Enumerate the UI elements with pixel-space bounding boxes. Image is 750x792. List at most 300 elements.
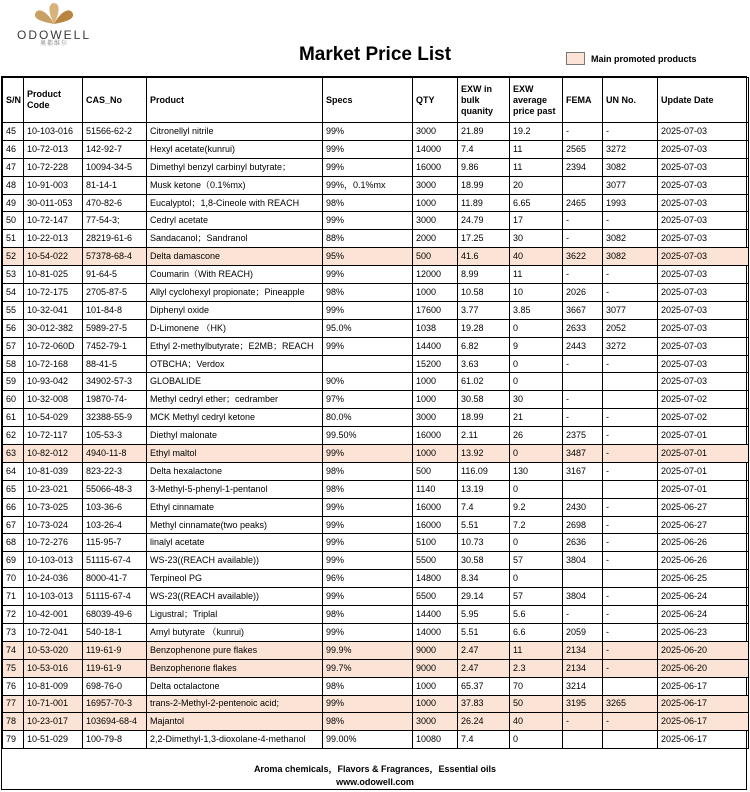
- cell-sn: 73: [3, 623, 24, 641]
- table-body: [3, 123, 749, 749]
- cell-exw_avg: 40: [510, 713, 563, 731]
- cell-exw_bulk: 116.09: [458, 462, 510, 480]
- cell-specs: 98%: [323, 194, 413, 212]
- cell-qty: 10080: [413, 731, 458, 749]
- cell-exw_avg: 5.6: [510, 606, 563, 624]
- table-row: [3, 695, 749, 713]
- cell-qty: 16000: [413, 427, 458, 445]
- logo-brand: ODOWELL: [16, 28, 91, 42]
- cell-date: 2025-07-03: [658, 266, 749, 284]
- cell-cas: 540-18-1: [83, 623, 147, 641]
- table-row: [3, 552, 749, 570]
- cell-cas: 7452-79-1: [83, 337, 147, 355]
- cell-specs: 99%: [323, 445, 413, 463]
- cell-exw_avg: 0: [510, 731, 563, 749]
- cell-date: 2025-06-17: [658, 713, 749, 731]
- cell-fema: [563, 480, 603, 498]
- cell-specs: 99%: [323, 301, 413, 319]
- cell-date: 2025-07-03: [658, 301, 749, 319]
- cell-specs: 98%: [323, 677, 413, 695]
- cell-specs: 98%: [323, 713, 413, 731]
- cell-product: Coumarin（With REACH): [147, 266, 323, 284]
- cell-exw_avg: 17: [510, 212, 563, 230]
- cell-fema: 2026: [563, 284, 603, 302]
- cell-specs: 80.0%: [323, 409, 413, 427]
- cell-code: 10-72-168: [24, 355, 83, 373]
- cell-product: OTBCHA；Verdox: [147, 355, 323, 373]
- cell-sn: 54: [3, 284, 24, 302]
- cell-code: 10-103-016: [24, 123, 83, 141]
- cell-sn: 67: [3, 516, 24, 534]
- cell-fema: 3804: [563, 552, 603, 570]
- table-row: [3, 391, 749, 409]
- cell-code: 10-72-041: [24, 623, 83, 641]
- cell-fema: 2565: [563, 140, 603, 158]
- cell-sn: 70: [3, 570, 24, 588]
- cell-un: -: [603, 659, 658, 677]
- cell-exw_avg: 0: [510, 445, 563, 463]
- cell-sn: 72: [3, 606, 24, 624]
- cell-specs: 99%: [323, 212, 413, 230]
- cell-exw_avg: 21: [510, 409, 563, 427]
- cell-code: 10-81-025: [24, 266, 83, 284]
- cell-qty: 1000: [413, 695, 458, 713]
- cell-cas: 119-61-9: [83, 641, 147, 659]
- cell-date: 2025-06-25: [658, 570, 749, 588]
- column-header: FEMA: [563, 78, 603, 123]
- cell-code: 10-54-022: [24, 248, 83, 266]
- cell-exw_avg: 20: [510, 176, 563, 194]
- cell-sn: 68: [3, 534, 24, 552]
- cell-sn: 48: [3, 176, 24, 194]
- cell-sn: 74: [3, 641, 24, 659]
- cell-date: 2025-07-03: [658, 248, 749, 266]
- cell-exw_bulk: 41.6: [458, 248, 510, 266]
- cell-exw_bulk: 5.51: [458, 623, 510, 641]
- cell-sn: 60: [3, 391, 24, 409]
- table-row: [3, 570, 749, 588]
- cell-qty: 14000: [413, 623, 458, 641]
- cell-specs: 99%: [323, 552, 413, 570]
- column-header: EXW average price past: [510, 78, 563, 123]
- table-row: [3, 212, 749, 230]
- cell-un: -: [603, 212, 658, 230]
- cell-code: 10-24-036: [24, 570, 83, 588]
- table-row: [3, 176, 749, 194]
- cell-code: 10-42-001: [24, 606, 83, 624]
- cell-qty: 1140: [413, 480, 458, 498]
- column-header: QTY: [413, 78, 458, 123]
- cell-date: 2025-07-03: [658, 176, 749, 194]
- cell-un: 3077: [603, 176, 658, 194]
- cell-product: Eucalyptol；1,8-Cineole with REACH: [147, 194, 323, 212]
- cell-un: -: [603, 462, 658, 480]
- cell-exw_bulk: 13.19: [458, 480, 510, 498]
- cell-qty: 5500: [413, 552, 458, 570]
- cell-un: 3272: [603, 140, 658, 158]
- cell-fema: -: [563, 391, 603, 409]
- cell-sn: 59: [3, 373, 24, 391]
- cell-qty: 3000: [413, 176, 458, 194]
- cell-un: -: [603, 123, 658, 141]
- cell-un: 3082: [603, 230, 658, 248]
- cell-sn: 75: [3, 659, 24, 677]
- cell-un: -: [603, 713, 658, 731]
- footer-website: www.odowell.com: [336, 777, 414, 787]
- cell-exw_avg: 6.65: [510, 194, 563, 212]
- cell-cas: 28219-61-6: [83, 230, 147, 248]
- cell-cas: 51566-62-2: [83, 123, 147, 141]
- cell-code: 10-82-012: [24, 445, 83, 463]
- cell-exw_bulk: 8.34: [458, 570, 510, 588]
- cell-product: Majantol: [147, 713, 323, 731]
- cell-un: -: [603, 409, 658, 427]
- cell-cas: 4940-11-8: [83, 445, 147, 463]
- cell-code: 10-81-039: [24, 462, 83, 480]
- cell-fema: 2134: [563, 659, 603, 677]
- cell-exw_bulk: 5.95: [458, 606, 510, 624]
- cell-exw_avg: 19.2: [510, 123, 563, 141]
- cell-date: 2025-06-17: [658, 695, 749, 713]
- page-title: Market Price List: [298, 44, 452, 65]
- cell-product: 2,2-Dimethyl-1,3-dioxolane-4-methanol: [147, 731, 323, 749]
- column-header: CAS_No: [83, 78, 147, 123]
- cell-exw_bulk: 13.92: [458, 445, 510, 463]
- cell-fema: 2430: [563, 498, 603, 516]
- column-header: S/N: [3, 78, 24, 123]
- cell-sn: 52: [3, 248, 24, 266]
- cell-specs: 98%: [323, 606, 413, 624]
- cell-exw_bulk: 7.4: [458, 140, 510, 158]
- cell-qty: 3000: [413, 713, 458, 731]
- footer: [0, 763, 750, 789]
- column-header: UN No.: [603, 78, 658, 123]
- cell-fema: 2134: [563, 641, 603, 659]
- cell-exw_avg: 130: [510, 462, 563, 480]
- cell-date: 2025-07-03: [658, 212, 749, 230]
- cell-product: Ethyl maltol: [147, 445, 323, 463]
- cell-un: -: [603, 534, 658, 552]
- column-header: Specs: [323, 78, 413, 123]
- cell-specs: 98%: [323, 284, 413, 302]
- cell-code: 10-72-060D: [24, 337, 83, 355]
- cell-product: Benzophenone flakes: [147, 659, 323, 677]
- cell-code: 10-71-001: [24, 695, 83, 713]
- cell-exw_avg: 9.2: [510, 498, 563, 516]
- cell-date: 2025-07-01: [658, 462, 749, 480]
- cell-qty: 1000: [413, 284, 458, 302]
- logo-subtitle: 奥都维尔: [39, 41, 68, 47]
- cell-qty: 1000: [413, 391, 458, 409]
- cell-code: 10-72-276: [24, 534, 83, 552]
- cell-product: 3-Methyl-5-phenyl-1-pentanol: [147, 480, 323, 498]
- cell-fema: 2633: [563, 319, 603, 337]
- cell-exw_bulk: 2.47: [458, 641, 510, 659]
- cell-exw_bulk: 18.99: [458, 409, 510, 427]
- cell-date: 2025-07-03: [658, 140, 749, 158]
- cell-date: 2025-07-01: [658, 445, 749, 463]
- cell-date: 2025-07-03: [658, 194, 749, 212]
- cell-un: [603, 480, 658, 498]
- cell-code: 10-51-029: [24, 731, 83, 749]
- cell-code: 10-93-042: [24, 373, 83, 391]
- cell-fema: 2636: [563, 534, 603, 552]
- cell-un: [603, 677, 658, 695]
- table-row: [3, 284, 749, 302]
- cell-exw_avg: 11: [510, 158, 563, 176]
- legend: [566, 52, 697, 65]
- cell-fema: 3195: [563, 695, 603, 713]
- cell-code: 30-012-382: [24, 319, 83, 337]
- cell-exw_bulk: 2.47: [458, 659, 510, 677]
- table-row: [3, 677, 749, 695]
- cell-fema: [563, 176, 603, 194]
- cell-un: -: [603, 355, 658, 373]
- cell-date: 2025-06-20: [658, 659, 749, 677]
- cell-date: 2025-06-20: [658, 641, 749, 659]
- cell-cas: 19870-74-: [83, 391, 147, 409]
- cell-cas: 470-82-6: [83, 194, 147, 212]
- cell-specs: 99%: [323, 516, 413, 534]
- cell-specs: 99%: [323, 337, 413, 355]
- cell-product: Amyl butyrate （kunrui): [147, 623, 323, 641]
- cell-qty: 5500: [413, 588, 458, 606]
- cell-exw_avg: 3.85: [510, 301, 563, 319]
- cell-un: -: [603, 606, 658, 624]
- cell-sn: 77: [3, 695, 24, 713]
- table-row: [3, 373, 749, 391]
- cell-date: 2025-06-26: [658, 534, 749, 552]
- cell-fema: 3487: [563, 445, 603, 463]
- cell-date: 2025-07-02: [658, 409, 749, 427]
- cell-date: 2025-07-03: [658, 284, 749, 302]
- table-row: [3, 427, 749, 445]
- cell-fema: 2375: [563, 427, 603, 445]
- cell-product: Delta hexalactone: [147, 462, 323, 480]
- cell-product: Delta octalactone: [147, 677, 323, 695]
- cell-cas: 51115-67-4: [83, 588, 147, 606]
- cell-exw_avg: 0: [510, 534, 563, 552]
- cell-un: -: [603, 516, 658, 534]
- cell-specs: 99.00%: [323, 731, 413, 749]
- table-row: [3, 301, 749, 319]
- cell-exw_bulk: 3.77: [458, 301, 510, 319]
- cell-qty: 12000: [413, 266, 458, 284]
- cell-fema: -: [563, 355, 603, 373]
- cell-sn: 45: [3, 123, 24, 141]
- cell-date: 2025-07-03: [658, 355, 749, 373]
- cell-qty: 3000: [413, 409, 458, 427]
- cell-date: 2025-06-26: [658, 552, 749, 570]
- column-header: EXW in bulk quanity: [458, 78, 510, 123]
- cell-sn: 71: [3, 588, 24, 606]
- cell-un: 3265: [603, 695, 658, 713]
- table-row: [3, 480, 749, 498]
- table-row: [3, 230, 749, 248]
- cell-code: 10-72-228: [24, 158, 83, 176]
- cell-product: Allyl cyclohexyl propionate；Pineapple: [147, 284, 323, 302]
- cell-exw_bulk: 5.51: [458, 516, 510, 534]
- cell-code: 10-91-003: [24, 176, 83, 194]
- cell-cas: 2705-87-5: [83, 284, 147, 302]
- cell-code: 10-23-021: [24, 480, 83, 498]
- cell-code: 10-54-029: [24, 409, 83, 427]
- cell-specs: 99.7%: [323, 659, 413, 677]
- cell-qty: 16000: [413, 498, 458, 516]
- cell-exw_avg: 0: [510, 373, 563, 391]
- cell-exw_avg: 30: [510, 230, 563, 248]
- cell-cas: 5989-27-5: [83, 319, 147, 337]
- cell-product: Ligustral；Triplal: [147, 606, 323, 624]
- cell-qty: 14400: [413, 606, 458, 624]
- cell-cas: 10094-34-5: [83, 158, 147, 176]
- cell-exw_bulk: 10.73: [458, 534, 510, 552]
- table-row: [3, 659, 749, 677]
- cell-qty: 1038: [413, 319, 458, 337]
- cell-fema: 3804: [563, 588, 603, 606]
- table-row: [3, 498, 749, 516]
- cell-cas: 103-36-6: [83, 498, 147, 516]
- cell-exw_avg: 11: [510, 140, 563, 158]
- cell-date: 2025-06-27: [658, 498, 749, 516]
- cell-specs: 96%: [323, 570, 413, 588]
- cell-sn: 51: [3, 230, 24, 248]
- cell-product: Dimethyl benzyl carbinyl butyrate；: [147, 158, 323, 176]
- cell-exw_bulk: 30.58: [458, 391, 510, 409]
- cell-un: -: [603, 445, 658, 463]
- cell-qty: 16000: [413, 158, 458, 176]
- cell-un: 3082: [603, 248, 658, 266]
- cell-fema: [563, 570, 603, 588]
- cell-specs: 95.0%: [323, 319, 413, 337]
- cell-date: 2025-07-01: [658, 427, 749, 445]
- cell-product: Hexyl acetate(kunrui): [147, 140, 323, 158]
- cell-code: 10-22-013: [24, 230, 83, 248]
- cell-exw_avg: 6.6: [510, 623, 563, 641]
- cell-specs: 95%: [323, 248, 413, 266]
- cell-specs: 98%: [323, 462, 413, 480]
- table-row: [3, 713, 749, 731]
- cell-product: Diphenyl oxide: [147, 301, 323, 319]
- cell-un: [603, 731, 658, 749]
- cell-exw_bulk: 6.82: [458, 337, 510, 355]
- cell-exw_avg: 2.3: [510, 659, 563, 677]
- cell-specs: 99%: [323, 588, 413, 606]
- cell-cas: 32388-55-9: [83, 409, 147, 427]
- cell-cas: 115-95-7: [83, 534, 147, 552]
- cell-product: MCK Methyl cedryl ketone: [147, 409, 323, 427]
- cell-exw_bulk: 29.14: [458, 588, 510, 606]
- cell-fema: -: [563, 230, 603, 248]
- cell-qty: 1000: [413, 194, 458, 212]
- cell-product: Benzophenone pure flakes: [147, 641, 323, 659]
- cell-specs: 99%: [323, 266, 413, 284]
- table-row: [3, 731, 749, 749]
- cell-sn: 63: [3, 445, 24, 463]
- cell-product: Ethyl cinnamate: [147, 498, 323, 516]
- cell-fema: -: [563, 212, 603, 230]
- cell-exw_avg: 9: [510, 337, 563, 355]
- cell-product: Terpineol PG: [147, 570, 323, 588]
- cell-un: 3272: [603, 337, 658, 355]
- cell-exw_avg: 0: [510, 355, 563, 373]
- cell-sn: 57: [3, 337, 24, 355]
- cell-specs: 98%: [323, 480, 413, 498]
- cell-cas: 101-84-8: [83, 301, 147, 319]
- table-row: [3, 409, 749, 427]
- cell-exw_avg: 70: [510, 677, 563, 695]
- cell-qty: 16000: [413, 516, 458, 534]
- cell-sn: 55: [3, 301, 24, 319]
- cell-exw_bulk: 30.58: [458, 552, 510, 570]
- cell-qty: 14000: [413, 140, 458, 158]
- cell-un: -: [603, 588, 658, 606]
- table-row: [3, 462, 749, 480]
- table-row: [3, 534, 749, 552]
- cell-date: 2025-07-03: [658, 319, 749, 337]
- cell-product: WS-23((REACH available)): [147, 588, 323, 606]
- cell-exw_avg: 50: [510, 695, 563, 713]
- cell-cas: 698-76-0: [83, 677, 147, 695]
- cell-code: 10-53-020: [24, 641, 83, 659]
- cell-code: 10-73-024: [24, 516, 83, 534]
- cell-code: 10-103-013: [24, 588, 83, 606]
- cell-fema: 2443: [563, 337, 603, 355]
- cell-cas: 8000-41-7: [83, 570, 147, 588]
- butterfly-logo-icon: [34, 2, 74, 28]
- cell-product: D-Limonene （HK): [147, 319, 323, 337]
- cell-un: [603, 373, 658, 391]
- cell-product: Methyl cinnamate(two peaks): [147, 516, 323, 534]
- cell-sn: 66: [3, 498, 24, 516]
- cell-cas: 16957-70-3: [83, 695, 147, 713]
- cell-code: 10-32-041: [24, 301, 83, 319]
- cell-specs: 99%: [323, 623, 413, 641]
- cell-date: 2025-07-01: [658, 480, 749, 498]
- cell-exw_bulk: 10.58: [458, 284, 510, 302]
- cell-qty: 500: [413, 248, 458, 266]
- cell-exw_avg: 57: [510, 552, 563, 570]
- table-row: [3, 623, 749, 641]
- legend-swatch: [566, 52, 585, 65]
- price-table: [2, 77, 749, 749]
- cell-product: Methyl cedryl ether；cedramber: [147, 391, 323, 409]
- cell-exw_bulk: 2.11: [458, 427, 510, 445]
- footer-tagline: Aroma chemicals，Flavors & Fragrances，Essential oils: [253, 764, 497, 774]
- cell-code: 10-72-013: [24, 140, 83, 158]
- cell-product: Diethyl malonate: [147, 427, 323, 445]
- table-row: [3, 641, 749, 659]
- legend-label: Main promoted products: [591, 53, 697, 64]
- cell-specs: 99%: [323, 498, 413, 516]
- cell-specs: 99.50%: [323, 427, 413, 445]
- cell-specs: 99%: [323, 695, 413, 713]
- cell-qty: 9000: [413, 641, 458, 659]
- cell-qty: 14800: [413, 570, 458, 588]
- cell-fema: [563, 731, 603, 749]
- column-header: Update Date: [658, 78, 749, 123]
- table-row: [3, 194, 749, 212]
- cell-fema: 2698: [563, 516, 603, 534]
- cell-fema: 3667: [563, 301, 603, 319]
- cell-cas: 57378-68-4: [83, 248, 147, 266]
- cell-sn: 46: [3, 140, 24, 158]
- cell-fema: 3167: [563, 462, 603, 480]
- cell-product: GLOBALIDE: [147, 373, 323, 391]
- cell-qty: 14400: [413, 337, 458, 355]
- table-row: [3, 248, 749, 266]
- cell-qty: 3000: [413, 123, 458, 141]
